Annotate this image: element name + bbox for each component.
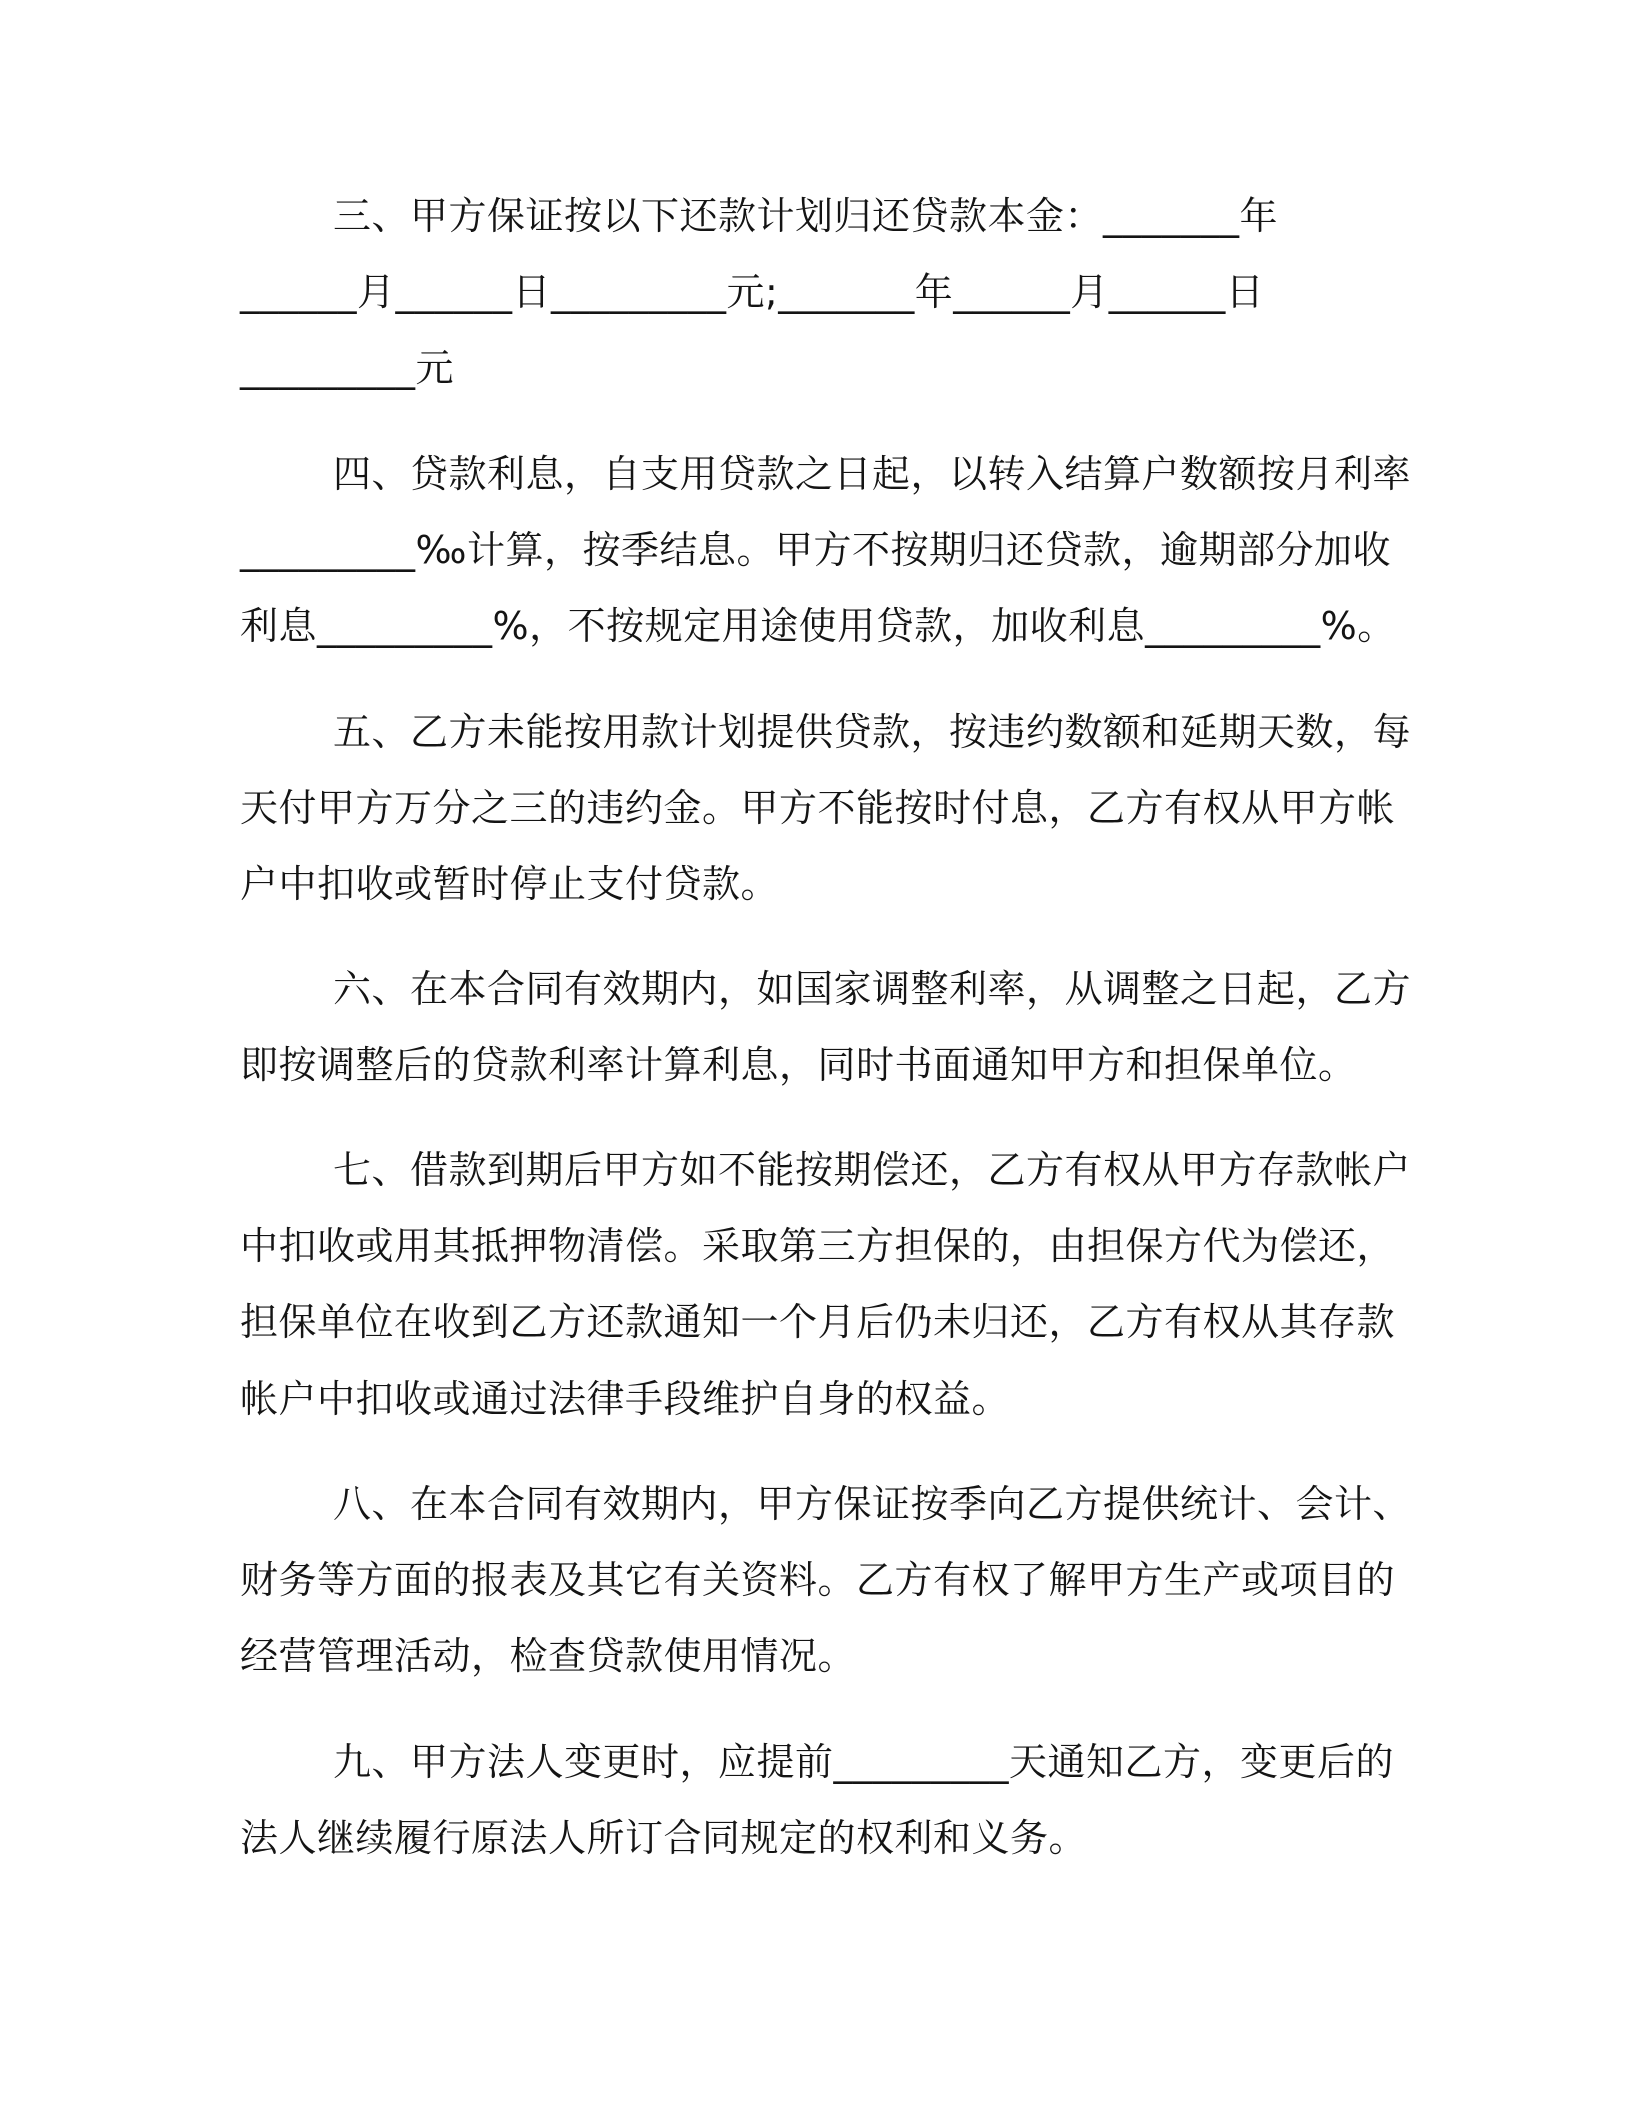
clause-5-line-1: 五、乙方未能按用款计划提供贷款，按违约数额和延期天数，每 (333, 710, 1412, 754)
clause-6-line-2: 即按调整后的贷款利率计算利息，同时书面通知甲方和担保单位。 (240, 1043, 1357, 1087)
clause-8-line-2: 财务等方面的报表及其它有关资料。乙方有权了解甲方生产或项目的 (240, 1558, 1396, 1602)
clause-7-line-3: 担保单位在收到乙方还款通知一个月后仍未归还，乙方有权从其存款 (240, 1300, 1396, 1344)
clause-6-line-1: 六、在本合同有效期内，如国家调整利率，从调整之日起，乙方 (333, 967, 1412, 1011)
clause-8-line-3: 经营管理活动，检查贷款使用情况。 (240, 1634, 857, 1678)
clause-7-line-1: 七、借款到期后甲方如不能按期偿还，乙方有权从甲方存款帐户 (333, 1148, 1412, 1192)
clause-4-line-1: 四、贷款利息，自支用贷款之日起，以转入结算户数额按月利率 (333, 452, 1412, 496)
clause-8-line-1: 八、在本合同有效期内，甲方保证按季向乙方提供统计、会计、 (333, 1482, 1412, 1526)
clause-9-line-2: 法人继续履行原法人所订合同规定的权利和义务。 (240, 1816, 1088, 1860)
clause-3-line-2: ______月______日_________元;_______年______月______日 (240, 270, 1265, 314)
clause-5-line-2: 天付甲方万分之三的违约金。甲方不能按时付息，乙方有权从甲方帐 (240, 786, 1396, 830)
clause-4-line-3: 利息_________%，不按规定用途使用贷款，加收利息_________%。 (240, 604, 1396, 648)
clause-3-line-3: _________元 (240, 346, 455, 390)
clause-5-line-3: 户中扣收或暂时停止支付贷款。 (240, 862, 780, 906)
clause-9-line-1: 九、甲方法人变更时，应提前_________天通知乙方，变更后的 (333, 1740, 1395, 1784)
clause-7-line-2: 中扣收或用其抵押物清偿。采取第三方担保的，由担保方代为偿还， (240, 1224, 1396, 1268)
clause-4-line-2: _________‰计算，按季结息。甲方不按期归还贷款，逾期部分加收 (240, 528, 1391, 572)
clause-3-line-1: 三、甲方保证按以下还款计划归还贷款本金：_______年 (333, 194, 1279, 238)
clause-7-line-4: 帐户中扣收或通过法律手段维护自身的权益。 (240, 1377, 1011, 1421)
